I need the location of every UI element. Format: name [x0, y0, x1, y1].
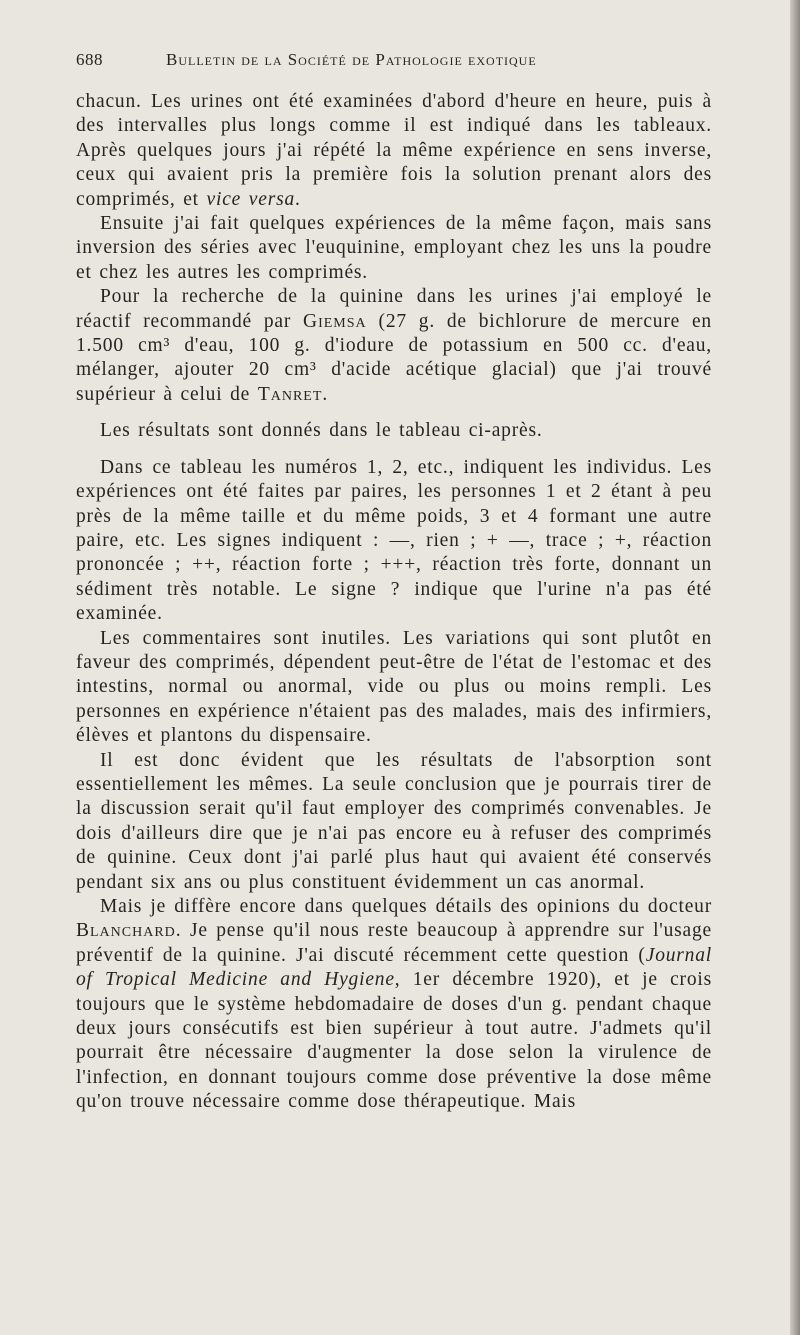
running-header — [76, 50, 710, 78]
paragraph-8-text-c: , 1er décembre 1920), et je crois toujours que le système hebdomadaire de doses d'un g. pendant chaque deux jours consécutifs est bien supérieur à tout autre. J'admets qu'il pourrait être nécessaire d'augmenter la dose selon la virulence de l'infection, en donnant toujours comme dose préventive la dose même qu'on trouve nécessaire comme dose thérapeutique. Mais — [76, 969, 713, 1113]
page-edge-shadow — [790, 0, 800, 1335]
paragraph-3-text-a: Pour la recherche de la quinine dans les urines j'ai employé le réactif recommandé par — [76, 286, 712, 332]
page-number: 688 — [76, 50, 103, 69]
vice-versa-italic: vice versa — [206, 188, 296, 210]
paragraph-8-text-a: Mais je diffère encore dans quelques détails des opinions du docteur — [100, 896, 712, 917]
paragraph-7: Il est donc évident que les résultats de l'absorption sont essentiellement les mêmes. La seule conclusion que je pourrais tirer de la discussion serait qu'il faut employer des comprimés convenables. Je dois d'ailleurs dire que je n'ai pas encore eu à refuser des comprimés de quinine. Ceux dont j'ai parlé plus haut qui avaient été conservés pendant six ans ou plus constituent évidemment un cas anormal. — [76, 749, 712, 893]
paragraph-8 — [76, 895, 712, 1115]
paragraph-5: Dans ce tableau les numéros 1, 2, etc., indiquent les individus. Les expériences ont été faites par paires, les personnes 1 et 2 étant à peu près de la même taille et du même poids, 3 et 4 formant une autre paire, etc. Les signes indiquent : —, rien ; + —, trace ; +, réaction prononcée ; ++, réaction forte ; +++, réaction très forte, donnant un sédiment très notable. Le signe ? indique que l'urine n'a pas été examinée. — [76, 456, 712, 625]
author-tanret: Tanret — [257, 383, 323, 405]
paragraph-3-end: . — [322, 383, 329, 405]
paragraph-6: Les commentaires sont inutiles. Les variations qui sont plutôt en faveur des comprimés, dépendent peut-être de l'état de l'estomac et des intestins, normal ou anormal, vide ou plus ou moins rempli. Les personnes en expérience n'étaient pas des malades, mais des infirmiers, élèves et plantons du dispensaire. — [76, 627, 712, 747]
author-giemsa: Giemsa — [303, 310, 367, 332]
paragraph-4: Les résultats sont donnés dans le tableau ci-après. — [100, 420, 543, 442]
paragraph-3-text-b: (27 g. de bichlorure de mercure en 1.500 cm³ d'eau, 100 g. d'iodure de potassium en 500 cc. d'eau, mélanger, ajouter 20 cm³ d'acide acétique glacial) que j'ai trouvé supérieur à celui de — [76, 310, 712, 405]
body-text — [76, 90, 712, 1115]
paragraph-8-text-b: . Je pense qu'il nous reste beaucoup à apprendre sur l'usage préventif de la quinine. J'ai discuté récemment cette question ( — [76, 920, 712, 966]
running-title: Bulletin de la Société de Pathologie exotique — [166, 50, 537, 69]
author-blanchard: Blanchard — [76, 920, 176, 942]
journal-title-italic: Journal of Tropical Medicine and Hygiene — [76, 944, 712, 991]
paragraph-1-text: chacun. Les urines ont été examinées d'abord d'heure en heure, puis à des intervalles plus longs comme il est indiqué dans les tableaux. Après quelques jours j'ai répété la même expérience en sens inverse, ceux qui avaient pris la première fois la solution prenant alors des comprimés, et — [76, 91, 712, 210]
paragraph-2: Ensuite j'ai fait quelques expériences de la même façon, mais sans inversion des séries avec l'euquinine, employant chez les uns la poudre et chez les autres les comprimés. — [76, 213, 712, 283]
paragraph-3 — [76, 285, 712, 407]
paragraph-1-end: . — [295, 188, 301, 210]
paragraph-1 — [76, 90, 712, 212]
